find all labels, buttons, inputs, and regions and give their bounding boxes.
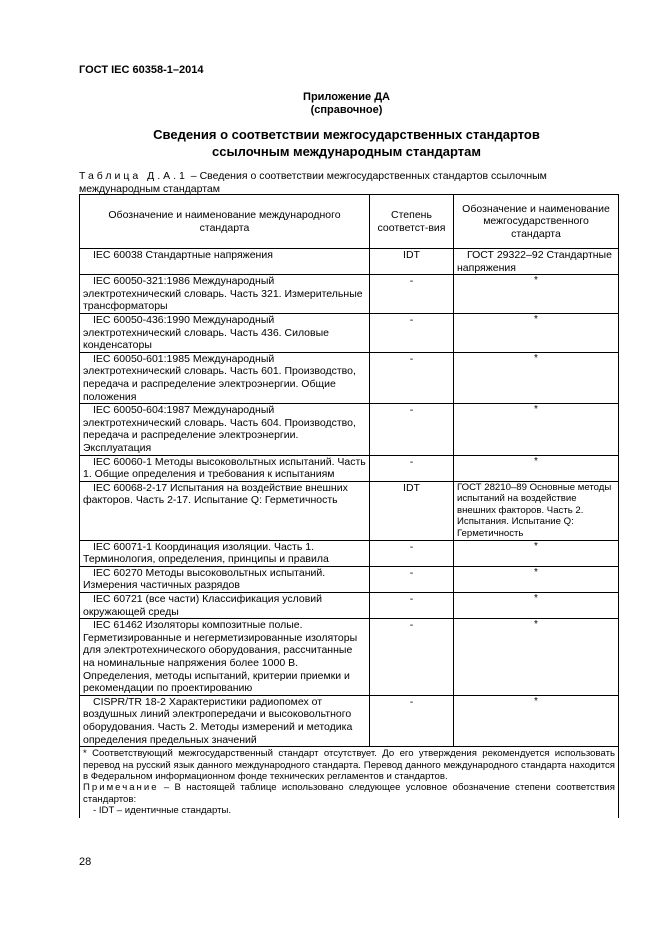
- header-gost-standard: Обозначение и наименование межгосударственного стандарта: [454, 195, 619, 249]
- table-row: [80, 481, 619, 540]
- table-row: [80, 540, 619, 566]
- gost-standard-cell: *: [454, 404, 619, 455]
- intl-standard-cell: IEC 60050-601:1985 Международный электротехнический словарь. Часть 601. Производство, передача и распределение электроэнергии. Общие положения: [80, 352, 370, 403]
- intl-standard-cell: IEC 60071-1 Координация изоляции. Часть 1. Терминология, определения, принципы и правила: [80, 540, 370, 566]
- appendix-title: Приложение ДА: [303, 91, 390, 103]
- degree-cell: -: [370, 313, 454, 352]
- section-title-line1: Сведения о соответствии межгосударственных стандартов: [153, 127, 540, 142]
- section-title-line2: ссылочным международным стандартам: [212, 144, 481, 159]
- intl-standard-cell: CISPR/TR 18-2 Характеристики радиопомех от воздушных линий электропередачи и высоковольтного оборудования. Часть 2. Методы измерений и методика определения предельных значений: [80, 695, 370, 746]
- degree-cell: IDT: [370, 249, 454, 275]
- gost-standard-cell: ГОСТ 29322–92 Стандартные напряжения: [454, 249, 619, 275]
- intl-standard-cell: IEC 60060-1 Методы высоковольтных испытаний. Часть 1. Общие определения и требования к испытаниям: [80, 455, 370, 481]
- header-degree: Степень соответст-вия: [370, 195, 454, 249]
- intl-standard-cell: IEC 60721 (все части) Классификация условий окружающей среды: [80, 593, 370, 619]
- table-note: [83, 782, 615, 805]
- degree-cell: -: [370, 566, 454, 592]
- gost-standard-cell: *: [454, 619, 619, 696]
- degree-cell: -: [370, 275, 454, 314]
- gost-standard-cell: *: [454, 275, 619, 314]
- table-caption-label: Таблица Д.А.1: [79, 170, 188, 182]
- gost-standard-cell: *: [454, 593, 619, 619]
- gost-standard-cell: *: [454, 352, 619, 403]
- header-intl-standard: Обозначение и наименование международного стандарта: [80, 195, 370, 249]
- table-row: [80, 352, 619, 403]
- page-number: 28: [79, 856, 92, 868]
- degree-cell: -: [370, 540, 454, 566]
- table-row: [80, 313, 619, 352]
- intl-standard-cell: IEC 60270 Методы высоковольтных испытаний. Измерения частичных разрядов: [80, 566, 370, 592]
- gost-standard-cell: *: [454, 695, 619, 746]
- note-item: - IDT – идентичные стандарты.: [93, 805, 232, 817]
- table-row: [80, 619, 619, 696]
- table-footnote-cell: [80, 747, 619, 818]
- table-footnote-row: [80, 747, 619, 818]
- table-header-row: [80, 195, 619, 249]
- document-code: ГОСТ IEC 60358-1–2014: [79, 64, 204, 76]
- intl-standard-cell: IEC 60050-321:1986 Международный электротехнический словарь. Часть 321. Измерительные трансформаторы: [80, 275, 370, 314]
- table-caption: [79, 170, 619, 196]
- degree-cell: -: [370, 695, 454, 746]
- table-row: [80, 695, 619, 746]
- intl-standard-cell: IEC 60050-604:1987 Международный электротехнический словарь. Часть 604. Производство, передача и распределение электроэнергии. Эксплуатация: [80, 404, 370, 455]
- degree-cell: -: [370, 455, 454, 481]
- table-row: [80, 275, 619, 314]
- table-row: [80, 455, 619, 481]
- table-row: [80, 566, 619, 592]
- gost-standard-cell: ГОСТ 28210–89 Основные методы испытаний на воздействие внешних факторов. Часть 2. Испытания. Испытание Q: Герметичность: [454, 481, 619, 540]
- gost-standard-cell: *: [454, 455, 619, 481]
- intl-standard-cell: IEC 61462 Изоляторы композитные полые. Герметизированные и негерметизированные изоляторы для электротехнического оборудования, рассчитанные на номинальные напряжения более 1000 В. Определения, методы испытаний, критерии приемки и рекомендации по проектированию: [80, 619, 370, 696]
- intl-standard-cell: IEC 60050-436:1990 Международный электротехнический словарь. Часть 436. Силовые конденсаторы: [80, 313, 370, 352]
- degree-cell: -: [370, 352, 454, 403]
- table-row: [80, 404, 619, 455]
- intl-standard-cell: IEC 60068-2-17 Испытания на воздействие внешних факторов. Часть 2-17. Испытание Q: Герметичность: [80, 481, 370, 540]
- table-row: [80, 593, 619, 619]
- note-text: – В настоящей таблице использовано следующее условное обозначение степени соответствия стандартов:: [83, 782, 615, 805]
- table-caption-text: – Сведения о соответствии межгосударственных стандартов ссылочным международным стандартам: [79, 170, 547, 195]
- intl-standard-cell: IEC 60038 Стандартные напряжения: [80, 249, 370, 275]
- gost-standard-cell: *: [454, 566, 619, 592]
- degree-cell: -: [370, 619, 454, 696]
- degree-cell: -: [370, 593, 454, 619]
- appendix-subtitle: (справочное): [310, 104, 383, 116]
- correspondence-table: [79, 194, 619, 818]
- footnote-text: * Соответствующий межгосударственный стандарт отсутствует. До его утверждения рекомендуется использовать перевод на русский язык данного международного стандарта. Перевод данного международного стандарта находится в Федеральном информационном фонде технических регламентов и стандартов.: [83, 748, 615, 782]
- gost-standard-cell: *: [454, 540, 619, 566]
- degree-cell: IDT: [370, 481, 454, 540]
- gost-standard-cell: *: [454, 313, 619, 352]
- degree-cell: -: [370, 404, 454, 455]
- note-label: Примечание: [83, 782, 159, 794]
- table-row: [80, 249, 619, 275]
